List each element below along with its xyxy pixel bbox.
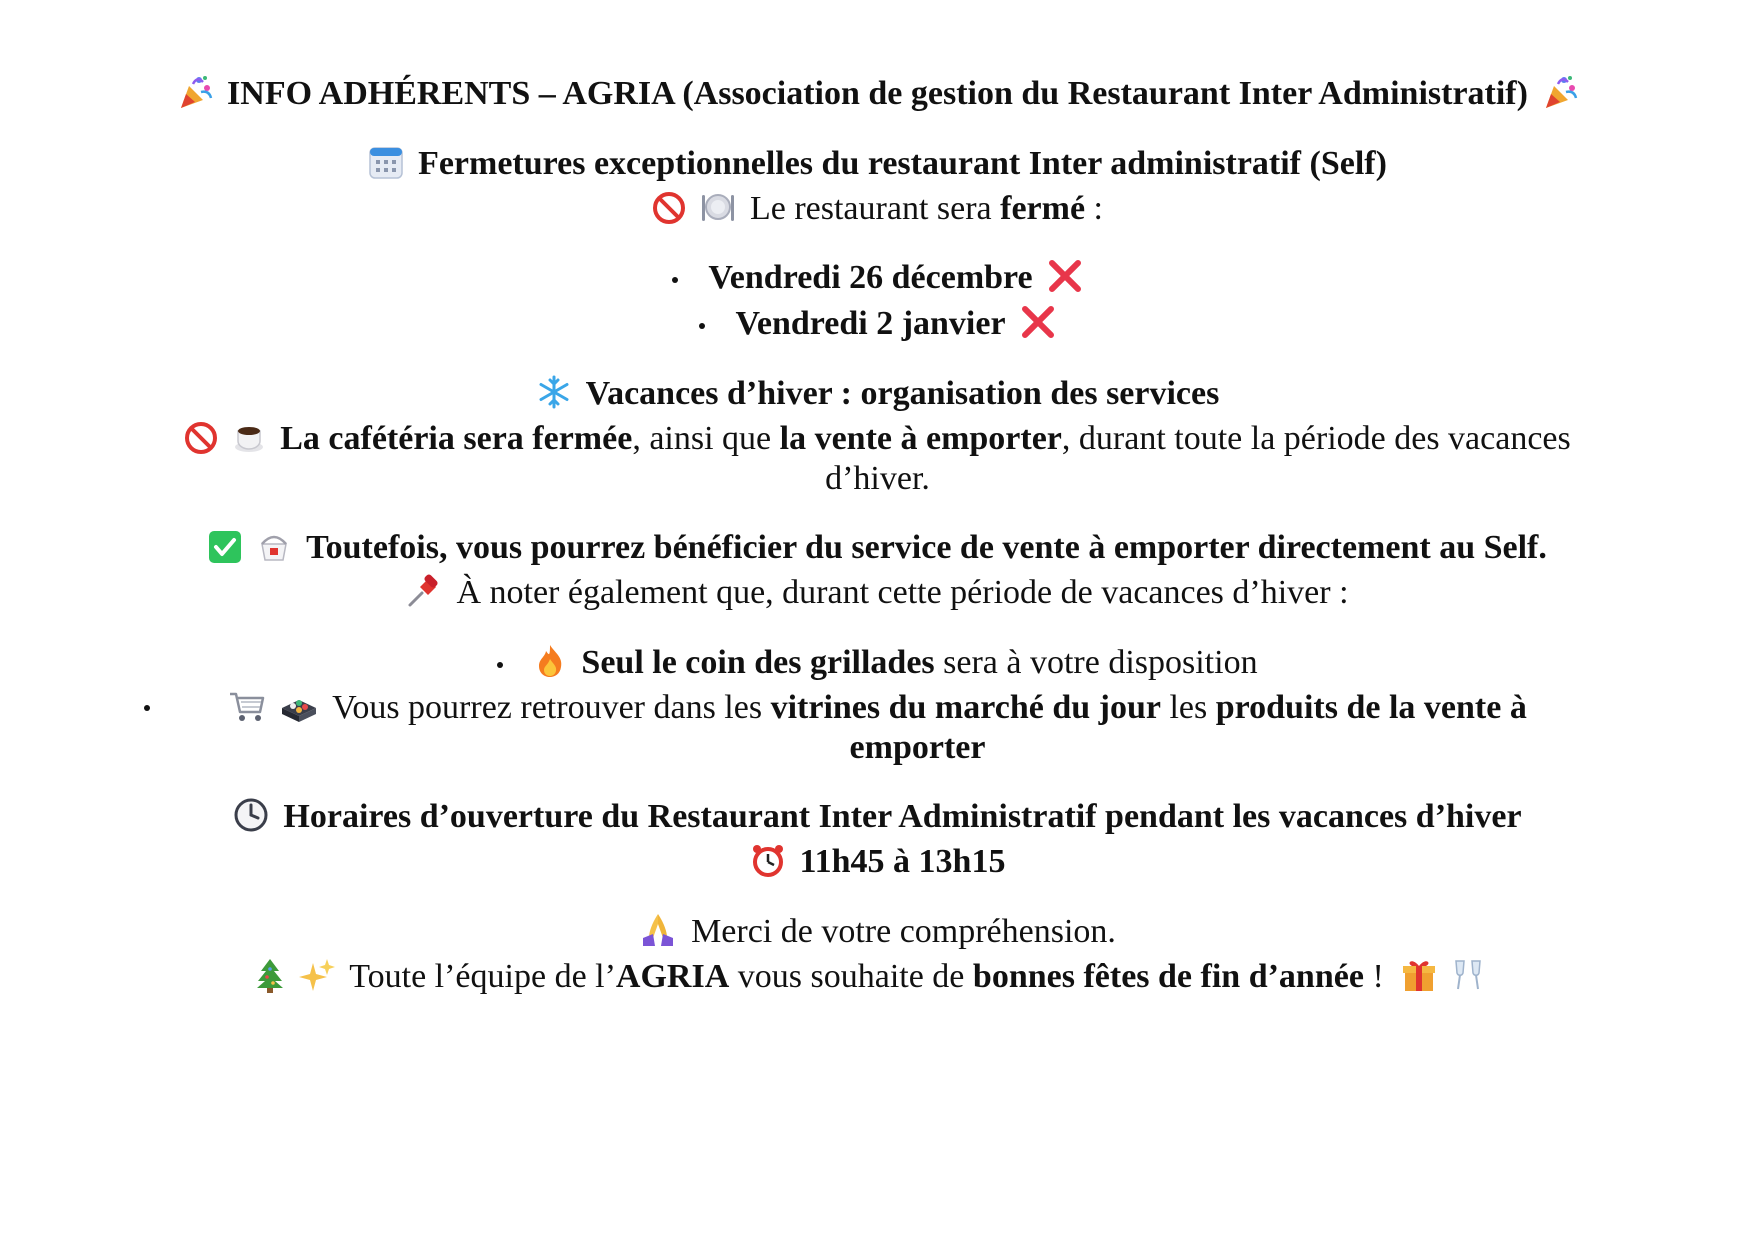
- vitrines-item: [0, 688, 1755, 728]
- wish-text-2: vous souhaite de: [729, 958, 973, 995]
- note-line: [0, 573, 1755, 613]
- cafeteria-line: [0, 419, 1755, 459]
- note-text: À noter également que, durant cette période de vacances d’hiver :: [456, 574, 1349, 611]
- bullet: [497, 662, 503, 668]
- cafeteria-closed: La cafétéria sera fermée: [280, 420, 633, 457]
- cross-mark-icon: [1020, 304, 1056, 350]
- toutefois-line: [0, 528, 1755, 568]
- shopping-cart-icon: [228, 690, 266, 724]
- closures-heading: Fermetures exceptionnelles du restaurant Inter administratif (Self): [418, 145, 1387, 182]
- winter-heading-line: [0, 374, 1755, 414]
- wish-text-3: !: [1363, 958, 1384, 995]
- winter-heading: Vacances d’hiver : organisation des services: [585, 375, 1220, 412]
- products-bold: produits de la vente à: [1215, 689, 1527, 726]
- check-mark-icon: [208, 530, 242, 564]
- thanks-line: [0, 912, 1755, 952]
- party-popper-icon: [1542, 74, 1578, 110]
- vitrines-bold: vitrines du marché du jour: [770, 689, 1161, 726]
- closure-date: Vendredi 2 janvier: [735, 305, 1006, 342]
- plate-cutlery-icon: [700, 189, 736, 225]
- snowflake-icon: [536, 374, 572, 410]
- cafeteria-period-end: d’hiver.: [825, 460, 930, 497]
- closures-intro-line: [0, 189, 1755, 229]
- takeaway-closed: la vente à emporter: [779, 420, 1062, 457]
- bento-box-icon: [280, 690, 318, 724]
- closure-date-item: [0, 304, 1755, 350]
- page-title: INFO ADHÉRENTS – AGRIA (Association de gestion du Restaurant Inter Administratif): [227, 75, 1528, 112]
- closures-intro-pre: Le restaurant sera: [749, 190, 1001, 227]
- prohibited-icon: [184, 421, 218, 455]
- grill-item: [0, 643, 1755, 683]
- grill-text: sera à votre disposition: [934, 644, 1258, 681]
- wish-bold: bonnes fêtes de fin d’année: [972, 958, 1364, 995]
- closure-date: Vendredi 26 décembre: [708, 259, 1033, 296]
- bullet: [144, 705, 150, 711]
- wish-text-1: Toute l’équipe de l’: [349, 958, 616, 995]
- praying-hands-icon: [639, 912, 677, 948]
- bullet: [699, 323, 705, 329]
- vitrines-item-2: [0, 728, 1755, 768]
- vitrines-text-1: Vous pourrez retrouver dans les: [332, 689, 771, 726]
- alarm-clock-icon: [750, 842, 786, 878]
- bullet: [672, 277, 678, 283]
- cross-mark-icon: [1047, 258, 1083, 304]
- champagne-glasses-icon: [1450, 957, 1486, 993]
- hours-time: 11h45 à 13h15: [799, 843, 1006, 880]
- closure-date-item: [0, 258, 1755, 304]
- pushpin-icon: [406, 573, 442, 609]
- vitrines-text-2: les: [1160, 689, 1216, 726]
- gift-icon: [1402, 957, 1436, 993]
- party-popper-icon: [177, 74, 213, 110]
- clock-icon: [233, 797, 269, 833]
- fire-icon: [533, 643, 567, 679]
- wish-line: [0, 957, 1755, 997]
- cafeteria-text: , ainsi que: [632, 420, 780, 457]
- grill-bold: Seul le coin des grillades: [581, 644, 935, 681]
- wish-agria: AGRIA: [615, 958, 730, 995]
- hours-heading: Horaires d’ouverture du Restaurant Inter Administratif pendant les vacances d’hiver: [283, 798, 1522, 835]
- coffee-cup-icon: [232, 421, 266, 455]
- closures-intro-post: :: [1085, 190, 1103, 227]
- prohibited-icon: [652, 191, 686, 225]
- takeaway-self-note: Toutefois, vous pourrez bénéficier du service de vente à emporter directement au Self.: [306, 529, 1547, 566]
- cafeteria-line-2: [0, 459, 1755, 499]
- hours-heading-line: [0, 797, 1755, 837]
- products-bold-end: emporter: [849, 729, 986, 766]
- takeaway-box-icon: [256, 528, 292, 564]
- closures-heading-line: [0, 144, 1755, 184]
- closures-intro-bold: fermé: [1000, 190, 1086, 227]
- hours-time-line: [0, 842, 1755, 882]
- thanks-text: Merci de votre compréhension.: [691, 913, 1116, 950]
- sparkles-icon: [299, 957, 335, 993]
- cafeteria-period-text: , durant toute la période des vacances: [1061, 420, 1571, 457]
- christmas-tree-icon: [255, 957, 285, 993]
- calendar-icon: [368, 144, 404, 180]
- title-line: [0, 74, 1755, 114]
